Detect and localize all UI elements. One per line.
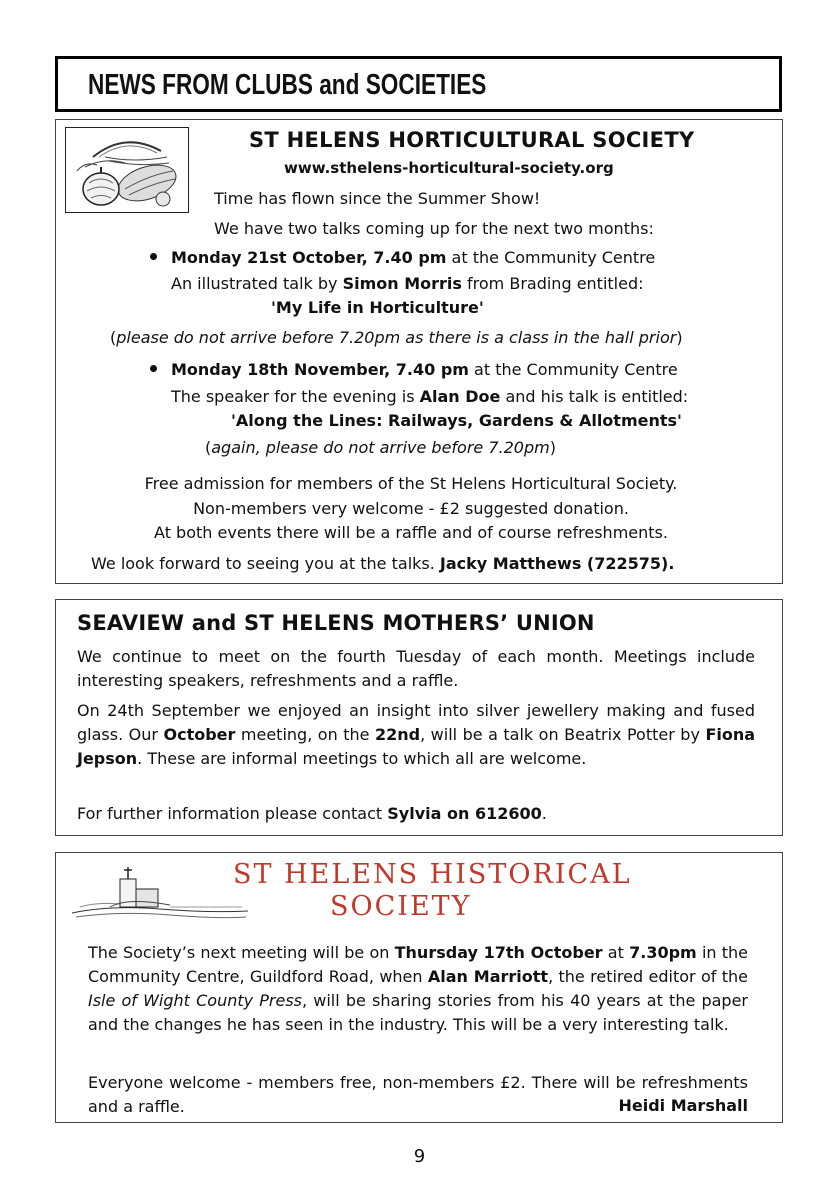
talk2-title: 'Along the Lines: Railways, Gardens & Allotments' <box>231 411 682 430</box>
horticultural-title: ST HELENS HORTICULTURAL SOCIETY <box>249 128 695 152</box>
vegetable-basket-illustration-icon <box>65 127 189 213</box>
horticultural-society-panel <box>55 119 783 584</box>
mothers-union-para-1: We continue to meet on the fourth Tuesday of each month. Meetings include interesting speakers, refreshments and a raffle. <box>77 647 755 690</box>
mothers-union-contact: For further information please contact Sylvia on 612600. <box>77 804 547 823</box>
sea-mark-tower-icon <box>70 861 250 923</box>
historical-para-2: Everyone welcome - members free, non-members £2. There will be refreshments and a raffle. <box>88 1073 748 1116</box>
historical-title-line-2: SOCIETY <box>330 891 472 922</box>
bullet-icon <box>150 253 157 260</box>
bullet-icon <box>150 365 157 372</box>
talk2-date-line: Monday 18th November, 7.40 pm at the Community Centre <box>150 360 678 380</box>
historical-signature: Heidi Marshall <box>618 1096 748 1115</box>
section-heading: NEWS FROM CLUBS and SOCIETIES <box>88 69 487 101</box>
horticultural-contact: Jacky Matthews (722575). <box>439 554 675 573</box>
talk1-note: (please do not arrive before 7.20pm as there is a class in the hall prior) <box>110 328 683 347</box>
horticultural-closing: We look forward to seeing you at the talks. Jacky Matthews (722575). <box>91 554 675 573</box>
historical-title-line-1: ST HELENS HISTORICAL <box>233 859 632 890</box>
horticultural-website: www.sthelens-horticultural-society.org <box>284 159 614 177</box>
section-heading-box <box>55 56 782 112</box>
historical-society-panel <box>55 852 783 1123</box>
admission-line-3: At both events there will be a raffle and of course refreshments. <box>154 523 668 542</box>
admission-line-1: Free admission for members of the St Helens Horticultural Society. <box>144 474 678 493</box>
talk1-date-line: Monday 21st October, 7.40 pm at the Community Centre <box>150 248 655 268</box>
horticultural-intro-1: Time has flown since the Summer Show! <box>214 189 541 208</box>
historical-para-1: The Society’s next meeting will be on Thursday 17th October at 7.30pm in the Community Centre, Guildford Road, when Alan Marriott, the retired editor of the Isle of Wight County Press, will be sharing stories from his 40 years at the paper and the changes he has seen in the industry. This will be a very interesting talk. <box>88 943 749 1034</box>
mothers-union-para-2: On 24th September we enjoyed an insight into silver jewellery making and fused glass. Our October meeting, on the 22nd, will be a talk on Beatrix Potter by Fiona Jepson. These are informal meetings to which all are welcome. <box>77 701 756 768</box>
admission-line-2: Non-members very welcome - £2 suggested donation. <box>193 499 629 518</box>
horticultural-intro-2: We have two talks coming up for the next two months: <box>214 219 654 238</box>
talk2-description: The speaker for the evening is Alan Doe and his talk is entitled: <box>171 387 689 406</box>
talk1-description: An illustrated talk by Simon Morris from Brading entitled: <box>171 274 644 293</box>
talk1-title: 'My Life in Horticulture' <box>271 298 484 317</box>
page-number: 9 <box>413 1146 426 1167</box>
mothers-union-title: SEAVIEW and ST HELENS MOTHERS’ UNION <box>77 611 595 635</box>
talk2-note: (again, please do not arrive before 7.20pm) <box>205 438 556 457</box>
mothers-union-panel <box>55 599 783 836</box>
